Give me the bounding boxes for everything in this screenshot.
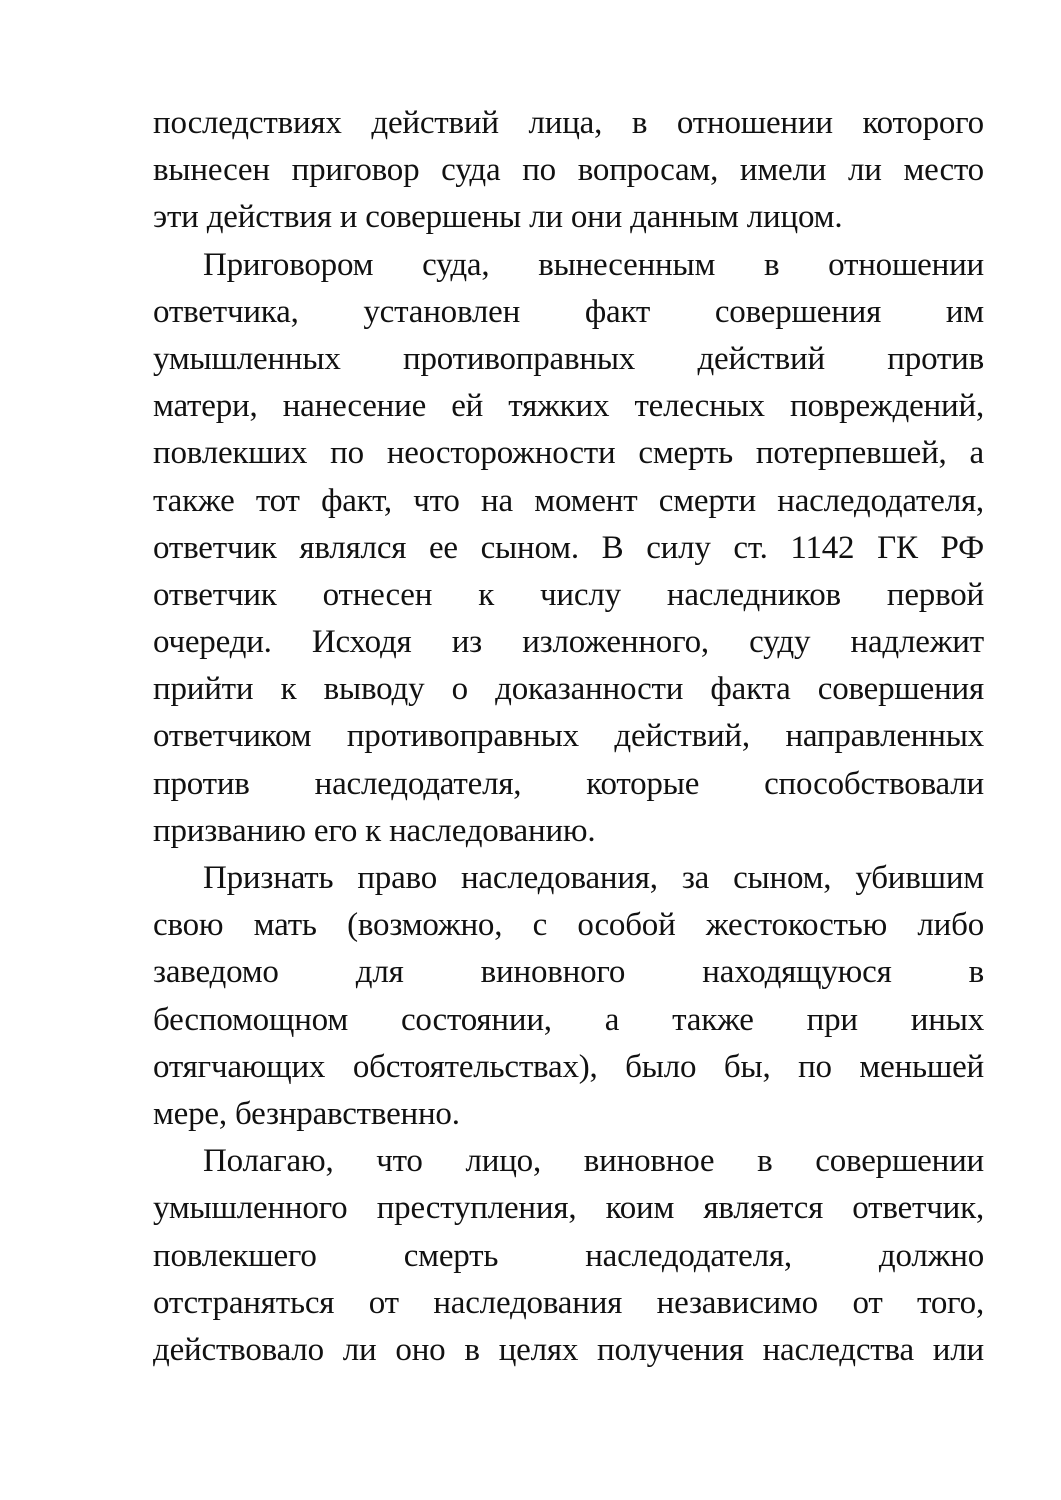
paragraph-2: [153, 242, 984, 855]
text-line: умышленного преступления, коим является ответчик,: [153, 1190, 984, 1227]
text-line: призванию его к наследованию.: [153, 812, 596, 849]
text-line: ответчика, установлен факт совершения им: [153, 293, 984, 330]
text-line: умышленных противоправных действий против: [153, 340, 984, 377]
paragraph-3: [153, 855, 984, 1138]
text-line: ответчик являлся ее сыном. В силу ст. 1142 ГК РФ: [153, 529, 984, 566]
text-line: действовало ли оно в целях получения наследства или: [153, 1331, 984, 1368]
text-line: свою мать (возможно, с особой жестокостью либо: [153, 907, 984, 944]
text-line: отстраняться от наследования независимо от того,: [153, 1284, 984, 1321]
text-line: против наследодателя, которые способствовали: [153, 765, 984, 802]
paragraph-4: [153, 1138, 984, 1374]
text-line: мере, безнравственно.: [153, 1095, 460, 1132]
paragraph-1: [153, 100, 984, 242]
text-line: Признать право наследования, за сыном, убившим: [203, 860, 984, 896]
text-line: повлекших по неосторожности смерть потерпевшей, а: [153, 435, 984, 472]
text-line: Полагаю, что лицо, виновное в совершении: [203, 1143, 984, 1180]
text-line: матери, нанесение ей тяжких телесных повреждений,: [153, 388, 984, 425]
text-line: отягчающих обстоятельствах), было бы, по меньшей: [153, 1048, 984, 1085]
text-line: ответчиком противоправных действий, направленных: [153, 718, 984, 755]
text-line: также тот факт, что на момент смерти наследодателя,: [153, 482, 984, 519]
text-line: вынесен приговор суда по вопросам, имели ли место: [153, 152, 984, 189]
text-line: Приговором суда, вынесенным в отношении: [203, 246, 984, 283]
document-page: [153, 100, 984, 1374]
text-line: прийти к выводу о доказанности факта совершения: [153, 671, 984, 708]
text-line: повлекшего смерть наследодателя, должно: [153, 1237, 984, 1274]
text-line: очереди. Исходя из изложенного, суду надлежит: [153, 624, 984, 661]
text-line: беспомощном состоянии, а также при иных: [153, 1001, 984, 1038]
text-line: последствиях действий лица, в отношении которого: [153, 105, 984, 141]
text-line: эти действия и совершены ли они данным лицом.: [153, 199, 843, 236]
text-line: ответчик отнесен к числу наследников первой: [153, 576, 984, 613]
text-line: заведомо для виновного находящуюся в: [153, 954, 984, 991]
